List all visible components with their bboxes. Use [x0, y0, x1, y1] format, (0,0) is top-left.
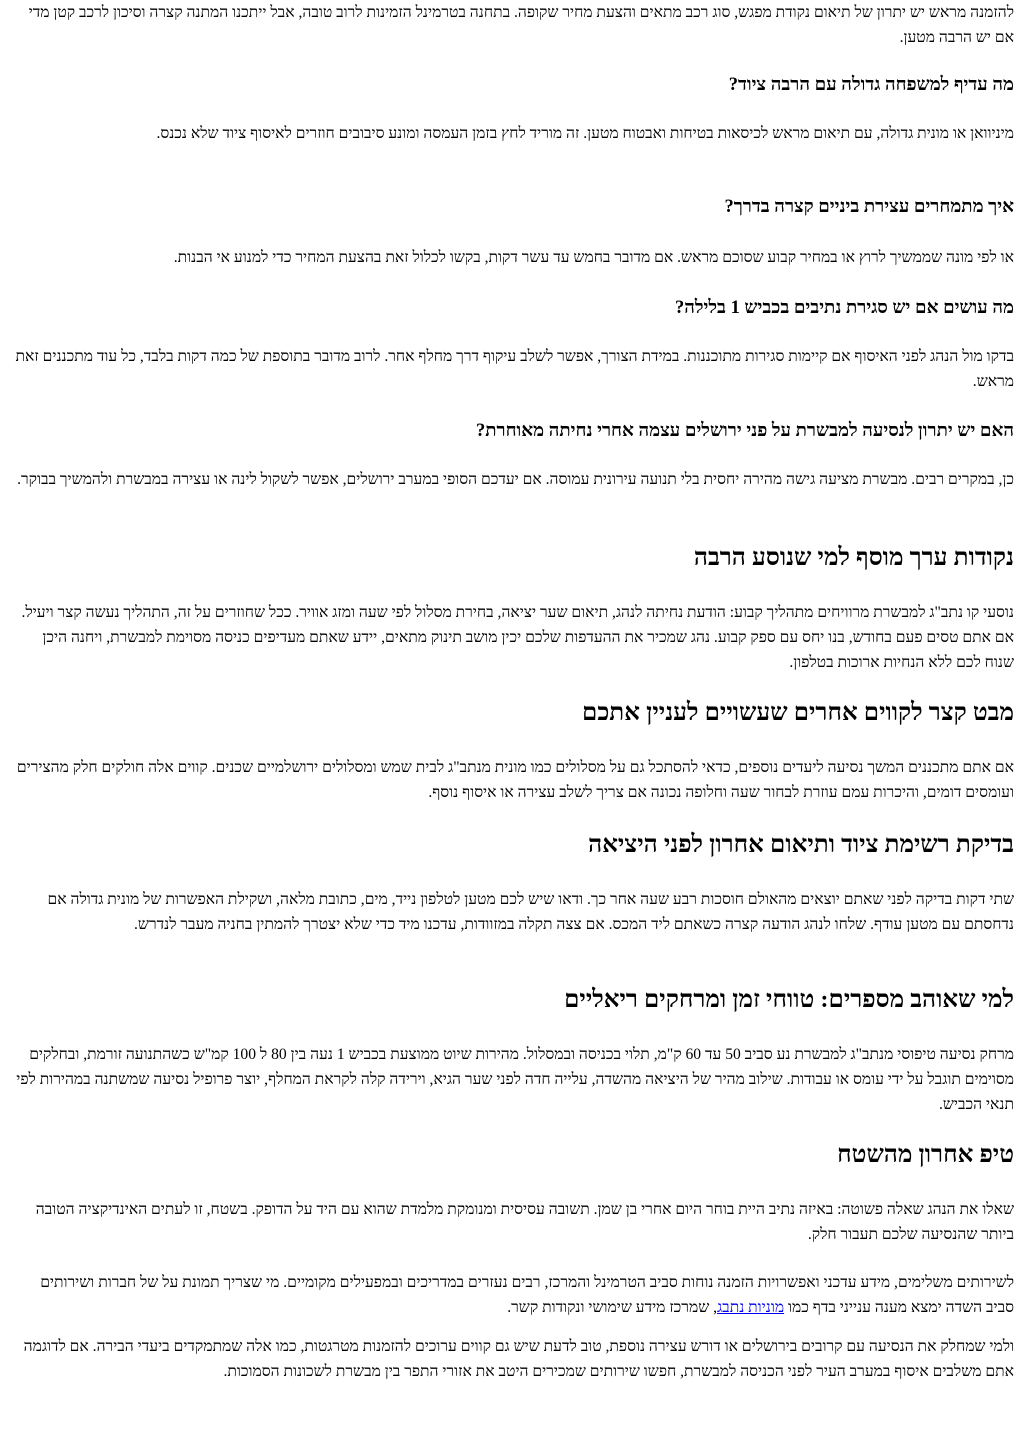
closing-text-after-link: , שמרכז מידע שימושי ונקודות קשר.: [507, 1299, 718, 1316]
section-heading: נקודות ערך מוסף למי שנוסע הרבה: [693, 544, 1014, 571]
faq-question: מה עדיף למשפחה גדולה עם הרבה ציוד?: [728, 75, 1014, 95]
closing-paragraph-links: [12, 1270, 1014, 1320]
faq-answer: מיניוואן או מונית גדולה, עם תיאום מראש לכיסאות בטיחות ואבטוח מטען. זה מוריד לחץ בזמן העמסה ומונע סיבובים חוזרים לאיסוף ציוד שלא נכנס.: [156, 125, 1014, 142]
faq-answer: או לפי מונה שממשיך לרוץ או במחיר קבוע שסוכם מראש. אם מדובר בחמש עד עשר דקות, בקשו לכלול זאת בהצעת המחיר כדי למנוע אי הבנות.: [173, 249, 1014, 266]
faq-question: מה עושים אם יש סגירת נתיבים בכביש 1 בלילה?: [674, 298, 1014, 318]
section-paragraph: אם אתם מתכננים המשך נסיעה ליעדים נוספים, כדאי להסתכל גם על מסלולים כמו מונית מנתב"ג לבית שמש ומסלולים ירושלמיים שכנים. קווים אלה חולקים חלק מהצירים ועומסים דומים, והיכרות עמם עוזרת לבחור שעה וחלופה נכונה אם צריך לשלב עצירה או איסוף נוסף.: [16, 759, 1014, 801]
section-paragraph: שתי דקות בדיקה לפני שאתם יוצאים מהאולם חוסכות רבע שעה אחר כך. ודאו שיש לכם מטען לטלפון נייד, מים, כתובת מלאה, ושקילת האפשרות של מונית גדולה אם נדחסתם עם מטען עודף. שלחו לנהג הודעה קצרה כשאתם ליד המכס. אם צצה תקלה במזוודות, עדכנו מיד כדי שלא יצטרך להמתין בחניה מעבר לנדרש.: [47, 891, 1014, 933]
faq-question: האם יש יתרון לנסיעה למבשרת על פני ירושלים עצמה אחרי נחיתה מאוחרת?: [475, 421, 1014, 441]
faq-question: איך מתמחרים עצירת ביניים קצרה בדרך?: [724, 197, 1014, 217]
section-paragraph: נוסעי קו נתב"ג למבשרת מרוויחים מתהליך קבוע: הודעת נחיתה לנהג, תיאום שער יציאה, בחירת מסלול לפי שעה ומזג אוויר. ככל שחוזרים על זה, התהליך נעשה קצר ויעיל. אם אתם טסים פעם בחודש, בנו יחס עם ספק קבוע. נהג שמכיר את ההעדפות שלכם יכין מושב תינוק מתאים, יידע שאתם מעדיפים כניסה מסוימת למבשרת, ויחנה היכן שנוח לכם ללא הנחיות ארוכות בטלפון.: [21, 604, 1014, 671]
section-heading: בדיקת רשימת ציוד ותיאום אחרון לפני היציאה: [588, 831, 1014, 858]
faq-answer: כן, במקרים רבים. מבשרת מציעה גישה מהירה יחסית בלי תנועה עירונית עמוסה. אם יעדכם הסופי במערב ירושלים, אפשר לשקול לינה או עצירה במבשרת ולהמשיך בבוקר.: [17, 471, 1014, 488]
intro-paragraph: להזמנה מראש יש יתרון של תיאום נקודת מפגש, סוג רכב מתאים והצעת מחיר שקופה. בתחנה בטרמינל הזמינות לרוב טובה, אבל ייתכנו המתנה קצרה וסיכון לרכב קטן מדי אם יש הרבה מטען.: [28, 4, 1014, 46]
section-paragraph: שאלו את הנהג שאלה פשוטה: באיזה נתיב היית בוחר היום אחרי בן שמן. תשובה עסיסית ומנומקת מלמדת שהוא עם היד על הדופק. בשטח, זו לעתים האינדיקציה הטובה ביותר שהנסיעה שלכם תעבור חלק.: [35, 1201, 1014, 1243]
closing-text-before-link: לשירותים משלימים, מידע עדכני ואפשרויות הזמנה נוחות סביב הטרמינל והמרכז, רבים נעזרים במדריכים ובמפעילים מקומיים. מי שצריך תמונת על של חברות ושירותים סביב השדה ימצא מענה ענייני בדף כמו: [40, 1274, 1014, 1316]
section-heading: מבט קצר לקווים אחרים שעשויים לעניין אתכם: [582, 699, 1014, 726]
taxi-natbag-link[interactable]: מוניות נתבג: [717, 1299, 785, 1316]
closing-paragraph: ולמי שמחלק את הנסיעה עם קרובים בירושלים או דורש עצירה נוספת, טוב לדעת שיש גם קווים ערוכים להזמנות מטרגטות, כמו אלה שמתמקדים ביעדי הבירה. אם לדוגמה אתם משלבים איסוף במערב העיר לפני הכניסה למבשרת, חפשו שירותים שמכירים היטב את אזורי התפר בין מבשרת לשכונות הסמוכות.: [23, 1338, 1014, 1380]
faq-answer: בדקו מול הנהג לפני האיסוף אם קיימות סגירות מתוכננות. במידת הצורך, אפשר לשלב עיקוף דרך מחלף אחר. לרוב מדובר בתוספת של כמה דקות בלבד, כל עוד מתכננים זאת מראש.: [15, 348, 1014, 390]
section-paragraph: מרחק נסיעה טיפוסי מנתב"ג למבשרת נע סביב 50 עד 60 ק"מ, תלוי בכניסה ובמסלול. מהירות שיוט ממוצעת בכביש 1 נעה בין 80 ל 100 קמ"ש כשהתנועה זורמת, ובחלקים מסוימים תוגבל על ידי עומס או עבודות. שילוב מהיר של היציאה מהשדה, עלייה חדה לפני שער הגיא, וירידה קלה לקראת המחלף, יוצר פרופיל נסיעה שמשתנה במהירות לפי תנאי הכביש.: [16, 1046, 1014, 1113]
section-heading: טיפ אחרון מהשטח: [837, 1141, 1014, 1168]
section-heading: למי שאוהב מספרים: טווחי זמן ומרחקים ריאליים: [564, 986, 1014, 1013]
